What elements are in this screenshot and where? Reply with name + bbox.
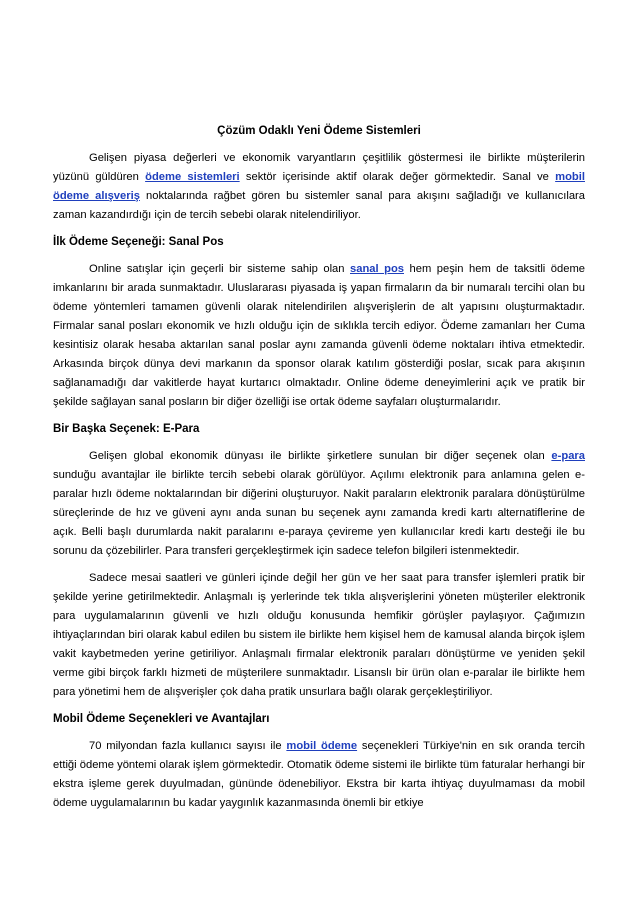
link-mobil-odeme-alisveris[interactable]: mobil ödeme alışveriş (53, 171, 585, 202)
e-para-paragraph-1 (53, 447, 585, 561)
e-para-paragraph-2: Sadece mesai saatleri ve günleri içinde değil her gün ve her saat para transfer işlemleri pratik bir şekilde yerine getirilmektedir. Anlaşmalı iş yerlerinde tek tıkla alışverişlerini yöneten müşteriler elektronik para uygulamalarının güvenli ve hızlı olduğu konusunda hemfikir görüşler paylaşıyor. Çağımızın ihtiyaçlarından biri olarak kabul edilen bu sistem ile birlikte hem kişisel hem de kamusal alanda birçok işlem vakit kaybetmeden yerine getiriliyor. Anlaşmalı firmalar elektronik paraları dönüştürme ve yeniden şekil verme gibi birçok farklı hizmeti de müşterilere sunmaktadır. Lisanslı bir ürün olan e-paralar ile birlikte hem para yönetimi hem de alışverişler çok daha pratik unsurlara bağlı olarak gerçekleştiriliyor. (53, 572, 585, 698)
intro-text-1: Gelişen piyasa değerleri ve ekonomik varyantların çeşitlilik göstermesi ile birlikte müşterilerin yüzünü güldüren (53, 152, 585, 183)
intro-text-2: sektör içerisinde aktif olarak değer görmektedir. Sanal ve (239, 171, 556, 183)
intro-text-3: noktalarında rağbet gören bu sistemler sanal para akışını sağladığı ve kullanıcılara zaman kazandırdığı için de tercih sebebi olarak nitelendiriliyor. (53, 190, 585, 221)
e-para-text-1: Gelişen global ekonomik dünyası ile birlikte şirketlere sunulan bir diğer seçenek olan (89, 450, 552, 462)
link-odeme-sistemleri[interactable]: ödeme sistemleri (145, 171, 240, 183)
section-heading-e-para: Bir Başka Seçenek: E-Para (53, 423, 200, 435)
mobil-odeme-text-2: seçenekleri Türkiye'nin en sık oranda tercih ettiği ödeme yöntemi olarak işlem görmektedir. Otomatik ödeme sistemi ile birlikte tüm faturalar herhangi bir ekstra işleme gerek duyulmadan, gününde ödenebiliyor. Ekstra bir karta ihtiyaç duyulmaması da mobil ödeme uygulamalarının bu kadar yaygınlık kazanmasında önemli bir etkiye (53, 740, 585, 809)
e-para-text-2: sunduğu avantajlar ile birlikte tercih sebebi olarak görülüyor. Açılımı elektronik para anlamına gelen e-paralar hızlı ödeme noktalarından bir diğerini oluşturuyor. Nakit paraların elektronik paralara dönüştürülme süreçlerinde de hız ve güveni aynı anda sunan bu seçenek aynı zamanda kredi kartı alternatiflerine de açık. Belli başlı durumlarda nakit paralarını e-paraya çevireme yen kullanıcılar kredi kartı desteği ile bu sorunu da çözebilirler. Para transferi gerçekleştirmek için sadece telefon bilgileri istenmektedir. (53, 469, 585, 557)
document-title: Çözüm Odaklı Yeni Ödeme Sistemleri (217, 125, 421, 137)
mobil-odeme-paragraph (53, 737, 585, 813)
section-heading-sanal-pos: İlk Ödeme Seçeneği: Sanal Pos (53, 236, 224, 248)
section-heading-mobil-odeme: Mobil Ödeme Seçenekleri ve Avantajları (53, 713, 270, 725)
link-sanal-pos[interactable]: sanal pos (350, 263, 404, 275)
intro-paragraph (53, 149, 585, 225)
link-mobil-odeme[interactable]: mobil ödeme (286, 740, 358, 752)
sanal-pos-paragraph (53, 260, 585, 412)
sanal-pos-text-1: Online satışlar için geçerli bir sisteme sahip olan (89, 263, 350, 275)
link-e-para[interactable]: e-para (551, 450, 585, 462)
mobil-odeme-text-1: 70 milyondan fazla kullanıcı sayısı ile (89, 740, 287, 752)
sanal-pos-text-2: hem peşin hem de taksitli ödeme imkanlarını bir arada sunmaktadır. Uluslararası piyasada iş yapan firmaların da bir numaralı tercihi olan bu ödeme yöntemleri tamamen güvenli olarak nitelendirilen alışverişlerin de alt yapısını oluşturmaktadır. Firmalar sanal posları ekonomik ve hızlı olduğu için de sıklıkla tercih ediyor. Ödeme zamanları her Cuma kesintisiz olarak hesaba aktarılan sanal poslar aynı zamanda güvenli ödeme noktaları ihtiva etmektedir. Arkasında birçok dünya devi markanın da sponsor olarak katılım gösterdiği poslar, sıcak para akışının sağlanamadığı dar vakitlerde hayat kurtarıcı olmaktadır. Online ödeme deneyimlerini açık ve pratik bir şekilde sağlayan sanal posların bir diğer özelliği ise ortak ödeme sayfaları oluşturmalarıdır. (53, 263, 585, 408)
